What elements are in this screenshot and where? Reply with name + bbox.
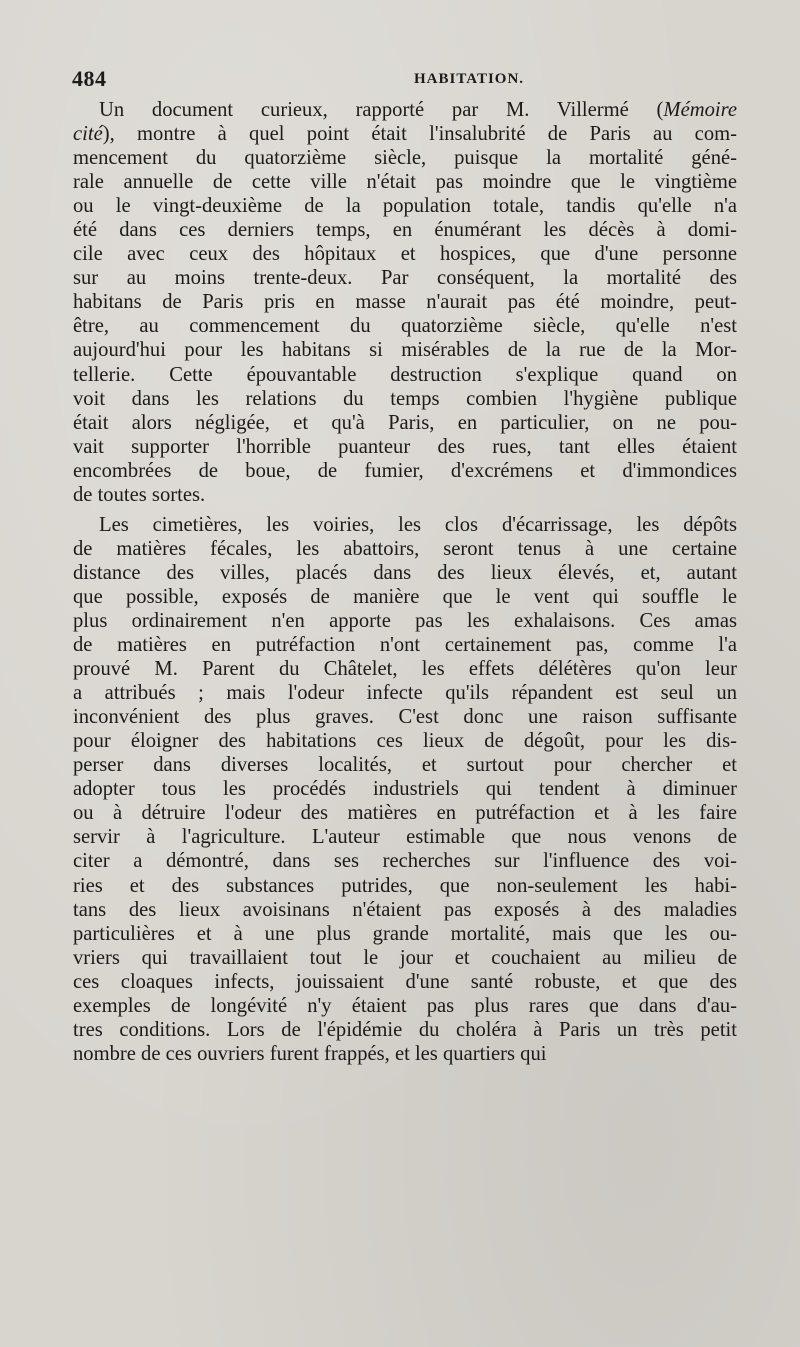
text-line: était alors négligée, et qu'à Paris, en particulier, on ne pou-	[73, 411, 737, 434]
text-line: été dans ces derniers temps, en énumérant les décès à domi-	[73, 219, 737, 242]
text-line: aujourd'hui pour les habitans si misérables de la rue de la Mor-	[73, 339, 737, 362]
text-line: habitans de Paris pris en masse n'aurait pas été moindre, peut-	[73, 291, 737, 314]
text-line: a attribués ; mais l'odeur infecte qu'ils répandent est seul un	[73, 682, 737, 705]
text-line: tres conditions. Lors de l'épidémie du choléra à Paris un très petit	[73, 1018, 737, 1041]
text-line: plus ordinairement n'en apporte pas les exhalaisons. Ces amas	[73, 609, 737, 632]
page-number: 484	[72, 66, 107, 91]
text-line: ries et des substances putrides, que non-seulement les habi-	[73, 874, 737, 897]
text-line: inconvénient des plus graves. C'est donc une raison suffisante	[73, 706, 737, 729]
text-line: tellerie. Cette épouvantable destruction s'explique quand on	[73, 363, 737, 386]
paragraph	[73, 513, 737, 1066]
text-line: ou à détruire l'odeur des matières en putréfaction et à les faire	[73, 802, 737, 825]
text-line: pour éloigner des habitations ces lieux de dégoût, pour les dis-	[73, 730, 737, 753]
page-header	[72, 66, 736, 102]
text-line: mencement du quatorzième siècle, puisque la mortalité géné-	[73, 147, 737, 170]
text-line: ces cloaques infects, jouissaient d'une santé robuste, et que des	[73, 970, 737, 993]
text-line: Les cimetières, les voiries, les clos d'écarrissage, les dépôts	[99, 513, 737, 536]
text-line: de matières en putréfaction n'ont certainement pas, comme l'a	[73, 634, 737, 657]
body-text	[73, 98, 737, 1066]
text-line: que possible, exposés de manière que le vent qui souffle le	[73, 585, 737, 608]
text-line: voit dans les relations du temps combien l'hygiène publique	[73, 387, 737, 410]
text-line: être, au commencement du quatorzième siècle, qu'elle n'est	[73, 315, 737, 338]
text-line: prouvé M. Parent du Châtelet, les effets délétères qu'on leur	[73, 658, 737, 681]
running-title: HABITATION.	[414, 71, 525, 87]
text-line: de toutes sortes.	[73, 483, 206, 506]
text-line: perser dans diverses localités, et surtout pour chercher et	[73, 754, 737, 777]
text-line: particulières et à une plus grande mortalité, mais que les ou-	[73, 922, 737, 945]
text-line: de matières fécales, les abattoirs, seront tenus à une certaine	[73, 537, 737, 560]
text-line: servir à l'agriculture. L'auteur estimable que nous venons de	[73, 826, 737, 849]
text-line: encombrées de boue, de fumier, d'excrémens et d'immondices	[73, 459, 737, 482]
text-line: vait supporter l'horrible puanteur des rues, tant elles étaient	[73, 435, 737, 458]
text-line: Un document curieux, rapporté par M. Villermé (Mémoire	[99, 99, 737, 121]
paragraph	[73, 98, 737, 507]
text-line: vriers qui travaillaient tout le jour et couchaient au milieu de	[73, 946, 737, 969]
text-line: ou le vingt-deuxième de la population totale, tandis qu'elle n'a	[73, 195, 737, 218]
text-line: cile avec ceux des hôpitaux et hospices, que d'une personne	[73, 243, 737, 266]
text-line: cité), montre à quel point était l'insalubrité de Paris au com-	[73, 123, 737, 146]
text-line: exemples de longévité n'y étaient pas plus rares que dans d'au-	[73, 994, 737, 1017]
text-line: nombre de ces ouvriers furent frappés, et les quartiers qui	[73, 1042, 547, 1065]
text-line: tans des lieux avoisinans n'étaient pas exposés à des maladies	[73, 898, 737, 921]
text-line: adopter tous les procédés industriels qui tendent à diminuer	[73, 778, 737, 801]
text-line: distance des villes, placés dans des lieux élevés, et, autant	[73, 561, 737, 584]
text-line: rale annuelle de cette ville n'était pas moindre que le vingtième	[73, 171, 737, 194]
text-line: sur au moins trente-deux. Par conséquent, la mortalité des	[73, 267, 737, 290]
text-line: citer a démontré, dans ses recherches sur l'influence des voi-	[73, 850, 737, 873]
